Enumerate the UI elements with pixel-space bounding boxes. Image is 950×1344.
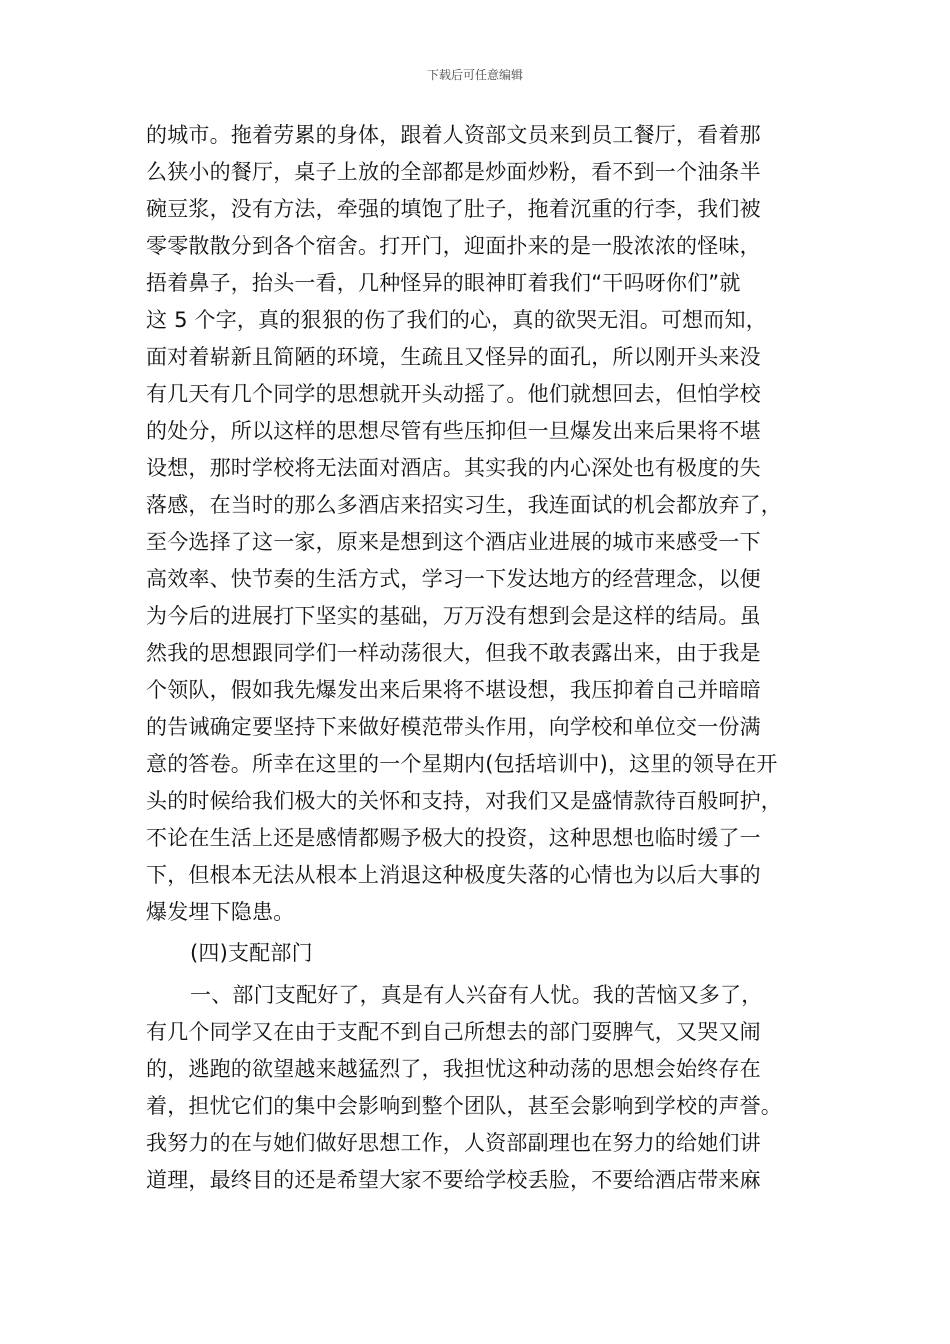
body-line: 么狭小的餐厅，桌子上放的全部都是炒面炒粉，看不到一个油条半 bbox=[146, 160, 761, 184]
body-line: 我努力的在与她们做好思想工作，人资部副理也在努力的给她们讲 bbox=[146, 1131, 761, 1155]
body-line: 高效率、快节奏的生活方式，学习一下发达地方的经营理念，以便 bbox=[146, 567, 761, 591]
body-line: 不论在生活上还是感情都赐予极大的投资，这种思想也临时缓了一 bbox=[146, 826, 761, 850]
body-line: 有几天有几个同学的思想就开头动摇了。他们就想回去，但怕学校 bbox=[146, 382, 761, 406]
body-line: 这 5 个字，真的狠狠的伤了我们的心，真的欲哭无泪。可想而知， bbox=[146, 308, 767, 332]
body-line: 设想，那时学校将无法面对酒店。其实我的内心深处也有极度的失 bbox=[146, 456, 761, 480]
body-line: 的，逃跑的欲望越来越猛烈了，我担忧这种动荡的思想会始终存在 bbox=[146, 1057, 761, 1081]
body-line: 碗豆浆，没有方法，牵强的填饱了肚子，拖着沉重的行李，我们被 bbox=[146, 197, 761, 221]
body-line: 的城市。拖着劳累的身体，跟着人资部文员来到员工餐厅，看着那 bbox=[146, 123, 761, 147]
body-line: 一、部门支配好了，真是有人兴奋有人忧。我的苦恼又多了， bbox=[190, 983, 763, 1007]
body-line: 有几个同学又在由于支配不到自己所想去的部门耍脾气，又哭又闹 bbox=[146, 1020, 761, 1044]
body-line: 意的答卷。所幸在这里的一个星期内(包括培训中)，这里的领导在开 bbox=[146, 752, 778, 776]
body-line: 落感，在当时的那么多酒店来招实习生，我连面试的机会都放弃了， bbox=[146, 493, 782, 517]
body-line: 头的时候给我们极大的关怀和支持，对我们又是盛情款待百般呵护， bbox=[146, 789, 782, 813]
body-line: 的告诫确定要坚持下来做好模范带头作用，向学校和单位交一份满 bbox=[146, 715, 761, 739]
section-heading: (四)支配部门 bbox=[190, 941, 313, 965]
page-header: 下载后可任意编辑 bbox=[426, 68, 523, 82]
body-line: 捂着鼻子，抬头一看，几种怪异的眼神盯着我们“干吗呀你们”就 bbox=[146, 271, 741, 295]
body-line: 为今后的进展打下坚实的基础，万万没有想到会是这样的结局。虽 bbox=[146, 604, 761, 628]
body-line: 零零散散分到各个宿舍。打开门，迎面扑来的是一股浓浓的怪味， bbox=[146, 234, 761, 258]
body-line: 下，但根本无法从根本上消退这种极度失落的心情也为以后大事的 bbox=[146, 863, 761, 887]
body-line: 然我的思想跟同学们一样动荡很大，但我不敢表露出来，由于我是 bbox=[146, 641, 761, 665]
body-line: 着，担忧它们的集中会影响到整个团队，甚至会影响到学校的声誉。 bbox=[146, 1094, 782, 1118]
body-line: 的处分，所以这样的思想尽管有些压抑但一旦爆发出来后果将不堪 bbox=[146, 419, 761, 443]
body-line: 个领队，假如我先爆发出来后果将不堪设想，我压抑着自己并暗暗 bbox=[146, 678, 761, 702]
body-line: 道理，最终目的还是希望大家不要给学校丢脸，不要给酒店带来麻 bbox=[146, 1168, 761, 1192]
body-line: 爆发埋下隐患。 bbox=[146, 900, 295, 924]
body-line: 至今选择了这一家，原来是想到这个酒店业进展的城市来感受一下 bbox=[146, 530, 761, 554]
body-line: 面对着崭新且简陋的环境，生疏且又怪异的面孔，所以刚开头来没 bbox=[146, 345, 761, 369]
